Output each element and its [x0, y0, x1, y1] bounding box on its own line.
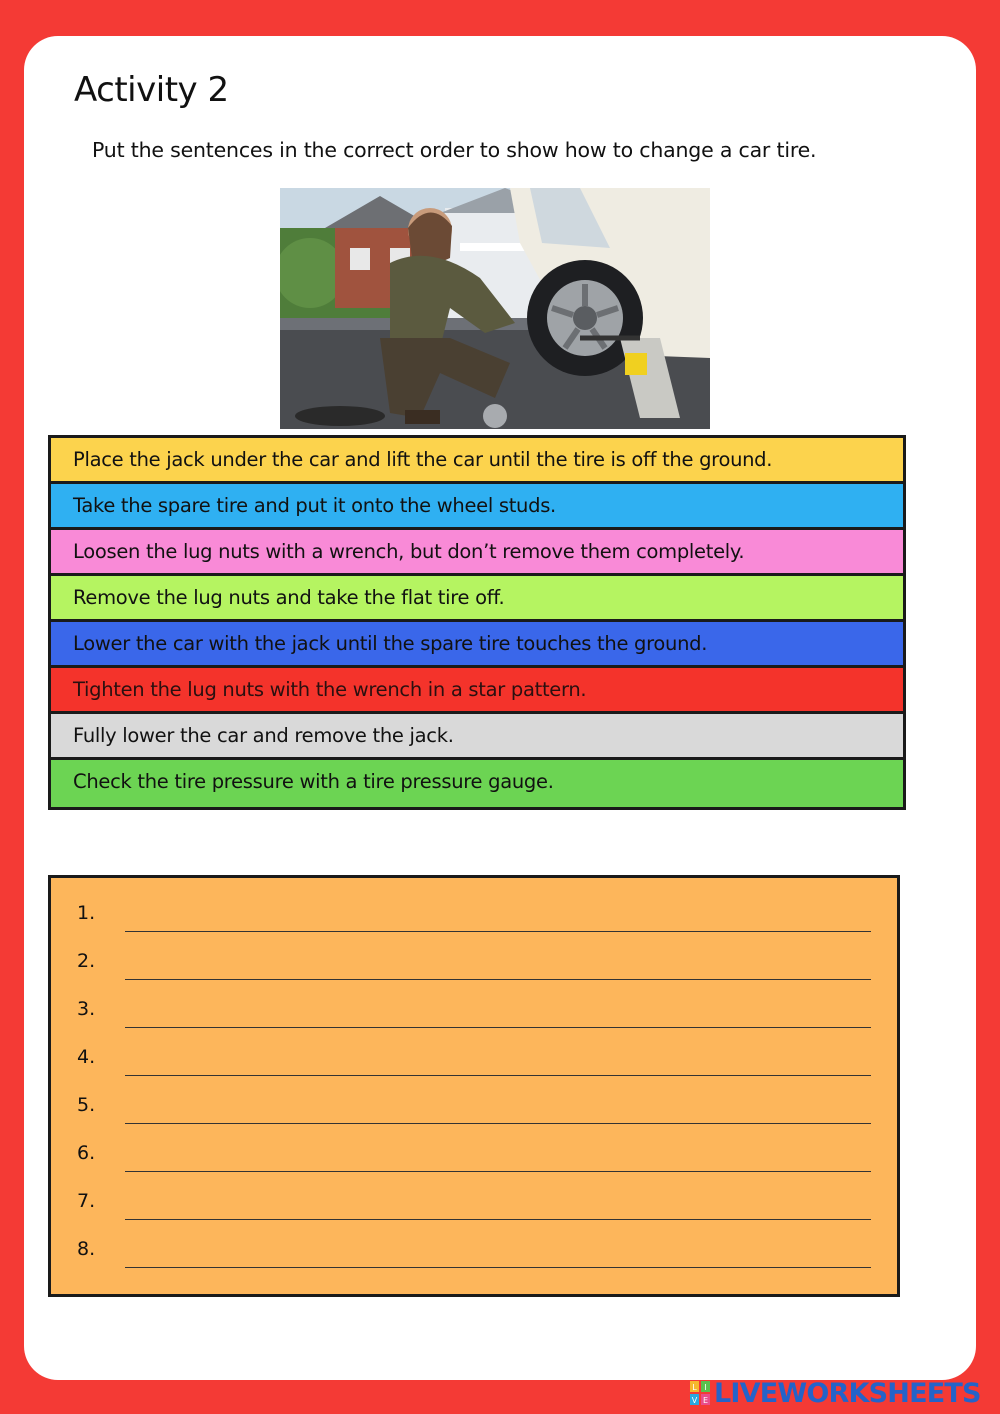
answer-blank-8[interactable] [125, 1267, 871, 1268]
sentence-strips [48, 435, 906, 810]
answer-box [48, 875, 900, 1297]
answer-number: 7. [77, 1190, 96, 1212]
answer-number: 2. [77, 950, 96, 972]
svg-text:E: E [702, 1396, 709, 1405]
sentence-strip-3[interactable]: Loosen the lug nuts with a wrench, but don’t remove them completely. [51, 530, 903, 576]
brand-text: LIVEWORKSHEETS [714, 1377, 981, 1409]
answer-number: 4. [77, 1046, 96, 1068]
answer-row [51, 996, 897, 1044]
answer-number: 5. [77, 1094, 96, 1116]
answer-row [51, 1188, 897, 1236]
answer-row [51, 1044, 897, 1092]
liveworksheets-logo-icon [690, 1381, 710, 1405]
answer-blank-3[interactable] [125, 1027, 871, 1028]
answer-row [51, 1140, 897, 1188]
man-changing-car-tire-photo [280, 188, 710, 429]
svg-text:V: V [691, 1396, 698, 1405]
answer-row [51, 1092, 897, 1140]
svg-text:I: I [704, 1383, 707, 1392]
answer-blank-4[interactable] [125, 1075, 871, 1076]
sentence-strip-6[interactable]: Tighten the lug nuts with the wrench in a star pattern. [51, 668, 903, 714]
sentence-strip-7[interactable]: Fully lower the car and remove the jack. [51, 714, 903, 760]
instruction-text: Put the sentences in the correct order to show how to change a car tire. [92, 138, 817, 162]
svg-text:L: L [692, 1383, 697, 1392]
answer-blank-5[interactable] [125, 1123, 871, 1124]
answer-blank-2[interactable] [125, 979, 871, 980]
answer-number: 8. [77, 1238, 96, 1260]
answer-blank-1[interactable] [125, 931, 871, 932]
answer-row [51, 900, 897, 948]
sentence-strip-8[interactable]: Check the tire pressure with a tire pressure gauge. [51, 760, 903, 807]
sentence-strip-2[interactable]: Take the spare tire and put it onto the wheel studs. [51, 484, 903, 530]
sentence-strip-1[interactable]: Place the jack under the car and lift the car until the tire is off the ground. [51, 438, 903, 484]
liveworksheets-brand[interactable] [690, 1377, 981, 1409]
answer-number: 6. [77, 1142, 96, 1164]
answer-blank-6[interactable] [125, 1171, 871, 1172]
answer-row [51, 1236, 897, 1284]
sentence-strip-5[interactable]: Lower the car with the jack until the spare tire touches the ground. [51, 622, 903, 668]
answer-number: 3. [77, 998, 96, 1020]
sentence-strip-4[interactable]: Remove the lug nuts and take the flat tire off. [51, 576, 903, 622]
answer-number: 1. [77, 902, 96, 924]
page-title: Activity 2 [74, 70, 229, 110]
answer-row [51, 948, 897, 996]
answer-blank-7[interactable] [125, 1219, 871, 1220]
